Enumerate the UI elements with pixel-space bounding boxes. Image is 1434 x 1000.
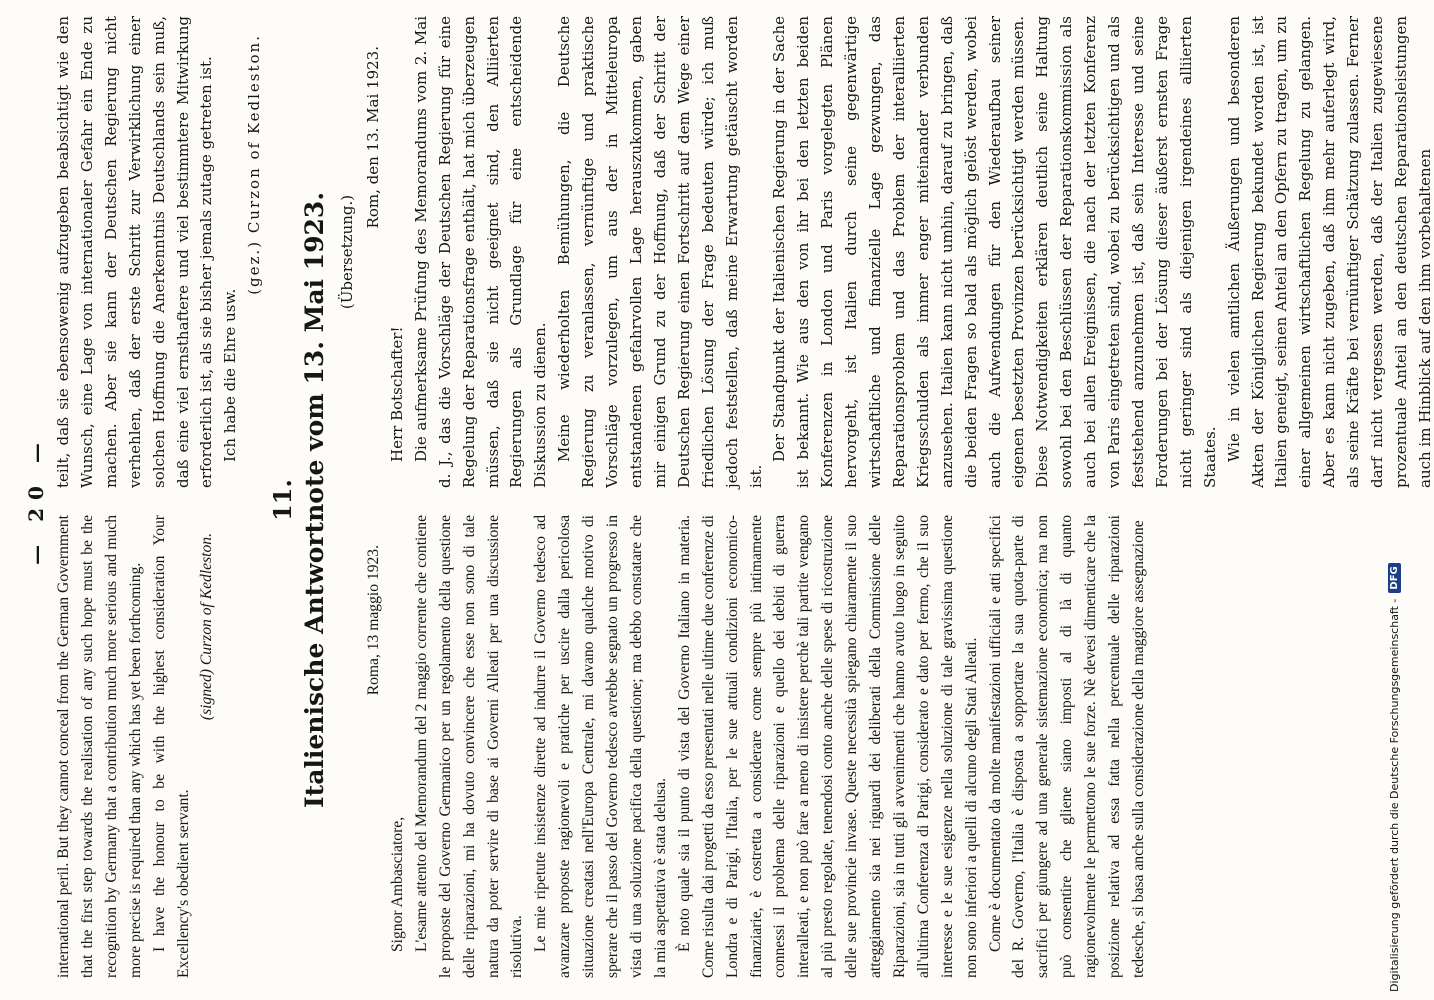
paragraph: international peril. But they cannot conceal from the German Government that the first step towards the realisation of any such hope must be the recognition by Germany that a contribution much more serious and much more precise is required than any which has yet been forthcoming. bbox=[55, 515, 144, 978]
section-subtitle: (Übersetzung.) bbox=[338, 194, 356, 310]
section-number: 11. bbox=[268, 479, 297, 521]
paragraph: Wie in vielen amtlichen Äußerungen und besonderen Akten der Königlichen Regierung bekundet worden ist, ist Italien geneigt, seinen Anteil an den Opfern zu tragen, um zu einer allgemeinen wirtschaftlichen Regelung zu gelangen. Aber es kann nicht zugeben, daß ihm mehr auferlegt wird, als seine Kräfte bei vernünftiger Schätzung zulassen. Ferner darf nicht vergessen werden, daß der Italien zugewiesene prozentuale Anteil an den deutschen Reparationsleistungen auch im Hinblick auf den ihm vorbehaltenen bbox=[1224, 16, 1434, 488]
paragraph: Die aufmerksame Prüfung des Memorandums vom 2. Mai d. J., das die Vorschläge der Deutschen Regierung für eine Regelung der Reparationsfrage enthält, hat mich überzeugen müssen, daß sie nicht geeignet sind, den Alliierten Regierungen als Grundlage für eine entscheidende Diskussion zu dienen. bbox=[411, 16, 550, 488]
paragraph: Der Standpunkt der Italienischen Regierung in der Sache ist bekannt. Wie aus den von ihr bei den letzten beiden Konferenzen in London und Paris vorgelegten Plänen hervorgeht, ist Italien durch seine gegenwärtige wirtschaftliche und finanzielle Lage gezwungen, das Reparationsproblem und das Problem der interalliierten Kriegsschulden als immer enger miteinander verbunden anzusehen. Italien kann nicht umhin, darauf zu bringen, daß die beiden Fragen so bald als möglich gelöst werden, wobei auch die Aufwendungen für den Wiederaufbau seiner eigenen besetzten Provinzen berücksichtigt werden müssen. Diese Notwendigkeiten erklären deutlich seine Haltung sowohl bei den Beschlüssen der Reparationskommission als auch bei allen Ereignissen, die nach der letzten Konferenz von Paris eingetreten sind, wobei zu berücksichtigen und als feststehend anzunehmen ist, daß sein Interesse und seine Forderungen bei der Lösung dieser äußerst ernsten Frage nicht geringer sind als diejenigen irgendeines alliierten Staates. bbox=[770, 16, 1219, 488]
german-continuation bbox=[52, 16, 267, 488]
section-title: Italienische Antwortnote vom 13. Mai 1923. bbox=[300, 191, 329, 809]
paragraph: Meine wiederholten Bemühungen, die Deutsche Regierung zu veranlassen, vernünftige und praktische Vorschläge vorzulegen, um aus der in Mitteleuropa entstandenen gefahrvollen Lage herauszukommen, gaben mir einigen Grund zu der Hoffnung, daß der Schritt der Deutschen Regierung einen Fortschritt auf dem Wege einer friedlichen Lösung der Frage bedeuten würde; ich muß jedoch feststellen, daß meine Erwartung getäuscht worden ist. bbox=[555, 16, 765, 488]
letter-date: Rom, den 13. Mai 1923. bbox=[364, 46, 382, 229]
footer-credit bbox=[1388, 563, 1401, 992]
dfg-logo: DFG bbox=[1388, 563, 1401, 592]
footer-text: Digitalisierung gefördert durch die Deutsche Forschungsgemeinschaft - bbox=[1388, 598, 1401, 992]
salutation: Herr Botschafter! bbox=[387, 326, 406, 462]
letter-date: Roma, 13 maggio 1923. bbox=[365, 545, 382, 696]
signature: (signed) Curzon of Kedleston. bbox=[198, 533, 216, 721]
english-continuation bbox=[52, 515, 219, 978]
paragraph: Ich habe die Ehre usw. bbox=[221, 288, 240, 462]
italian-letter bbox=[362, 515, 1151, 978]
salutation: Signor Ambasciatore, bbox=[388, 816, 406, 952]
signature: (gez.) Curzon of Kedleston. bbox=[245, 34, 264, 295]
german-letter bbox=[362, 16, 1434, 488]
paragraph: teilt, daß sie ebensowenig aufzugeben beabsichtigt wie den Wunsch, eine Lage von internationaler Gefahr ein Ende zu machen. Aber sie kann der Deutschen Regierung nicht verhehlen, daß der erste Schritt zur Verwirklichung einer solchen Hoffnung die Anerkenntnis Deutschlands sein muß, daß eine viel ernsthaftere und viel bestimmtere Mitwirkung erforderlich ist, als sie bisher jemals zutage getreten ist. bbox=[54, 16, 216, 488]
page-number: — 20 — bbox=[24, 435, 48, 565]
paragraph: È noto quale sia il punto di vista del Governo Italiano in materia. Come risulta dai progetti da esso presentati nelle ultime due conferenze di Londra e di Parigi, l'Italia, per le sue attuali condizioni economico-finanziarie, è costretta a considerare come sempre più intimamente connessi il problema delle riparazioni e quello dei debiti di guerra interalleati, e non può fare a meno di insistere perchè tali partite vengano al più presto regolate, tenendosi conto anche delle spese di ricostruzione delle sue provincie invase. Queste necessità spiegano chiaramente il suo atteggiamento sia nei riguardi dei deliberati della Commissione delle Riparazioni, sia in tutti gli avvenimenti che hanno avuto luogo in seguito all'ultima Conferenza di Parigi, considerato e dato per fermo, che il suo interesse e le sue esigenze nella soluzione di tale gravissima questione non sono inferiori a quelli di alcuno degli Stati Alleati. bbox=[675, 515, 980, 978]
paragraph: L'esame attento del Memorandum del 2 maggio corrente che contiene le proposte del Governo Germanico per un regolamento della questione delle riparazioni, mi ha dovuto convincere che esse non sono di tale natura da poter servire di base ai Governi Alleati per una discussione risolutiva. bbox=[412, 515, 526, 978]
paragraph: Le mie ripetute insistenze dirette ad indurre il Governo tedesco ad avanzare proposte ragionevoli e pratiche per uscire dalla pericolosa situazione creatasi nell'Europa Centrale, mi davano qualche motivo di sperare che il passo del Governo tedesco avrebbe segnato un progresso in vista di una soluzione pacifica della questione; ma debbo constatare che la mia aspettativa è stata delusa. bbox=[532, 515, 669, 978]
paragraph: Come è documentato da molte manifestazioni ufficiali e atti specifici del R. Governo, l'Italia è disposta a sopportare la sua quota-parte di sacrifici per giungere ad una generale sistemazione economica; ma non può consentire che gliene siano imposti al di là di quanto ragionevolmente le permettono le sue forze. Nè devesi dimenticare che la posizione relativa ad essa fatta nella percentuale delle riparazioni tedesche, si basa anche sulla considerazione della maggiore assegnazione bbox=[986, 515, 1147, 978]
paragraph: I have the honour to be with the highest consideration Your Excellency's obedient servant. bbox=[150, 515, 192, 978]
